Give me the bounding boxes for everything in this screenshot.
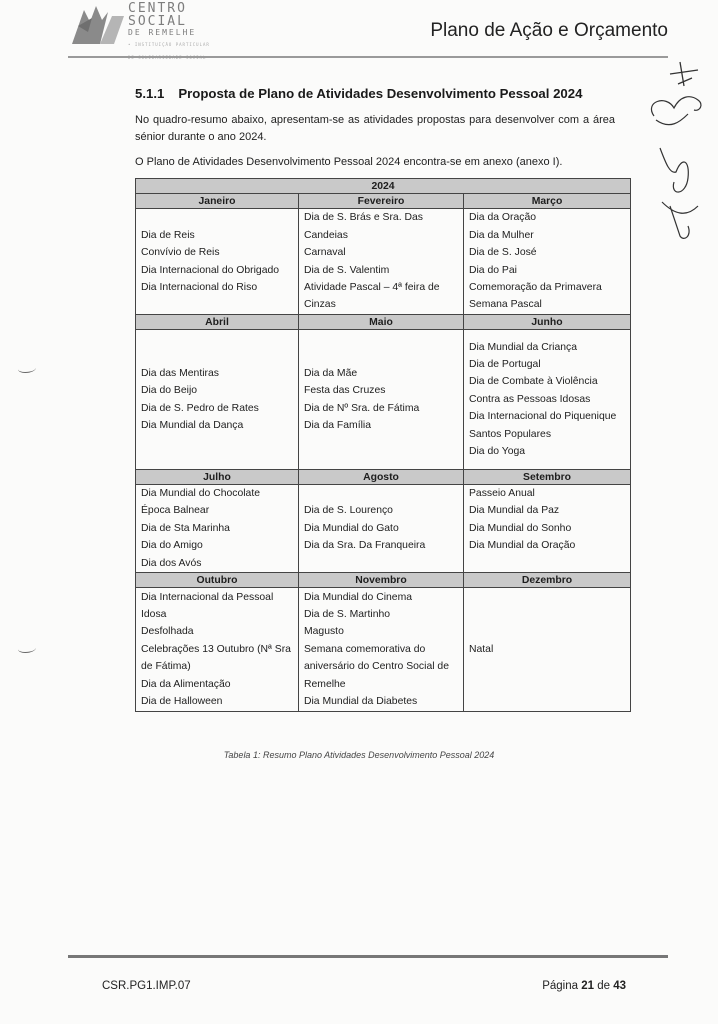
activity-item: Dia dos Avós <box>141 557 202 569</box>
logo-line-4: • INSTITUIÇÃO PARTICULAR DE SOLIDARIEDADE SOCIAL • <box>128 42 214 60</box>
activity-item: Dia de S. Valentim <box>304 264 390 276</box>
logo-mark-icon <box>70 2 128 46</box>
month-header-row <box>136 315 631 330</box>
activity-item: Dia de S. José <box>469 247 537 259</box>
footer-divider <box>68 955 668 958</box>
month-header: Setembro <box>464 470 631 485</box>
activity-list <box>304 589 458 711</box>
activity-item: Dia de Reis <box>141 229 195 241</box>
month-activities-cell <box>299 588 464 712</box>
activity-item: Dia Mundial da Oração <box>469 540 576 552</box>
month-activities-cell <box>299 485 464 573</box>
activity-item: Dia das Mentiras <box>141 367 219 379</box>
document-header-title: Plano de Ação e Orçamento <box>430 20 668 41</box>
activity-item: Atividade Pascal – 4ª feira de Cinzas <box>304 281 440 311</box>
activity-item: Dia de S. Martinho <box>304 609 391 621</box>
month-activities-cell <box>136 209 299 315</box>
section-title: Proposta de Plano de Atividades Desenvolvimento Pessoal 2024 <box>178 86 583 101</box>
activity-item: Dia Mundial da Diabetes <box>304 696 418 708</box>
activity-item: Dia da Oração <box>469 212 536 224</box>
page-of-label: de <box>597 980 610 992</box>
month-activities-cell <box>464 209 631 315</box>
year-header: 2024 <box>136 179 631 194</box>
month-activities-cell <box>299 209 464 315</box>
activity-item: Semana comemorativa do aniversário do Centro Social de Remelhe <box>304 643 449 690</box>
month-header: Abril <box>136 315 299 330</box>
activities-row <box>136 588 631 712</box>
activity-item: Celebrações 13 Outubro (Nª Sra de Fátima) <box>141 643 291 673</box>
activities-row <box>136 330 631 470</box>
table-caption: Tabela 1: Resumo Plano Atividades Desenvolvimento Pessoal 2024 <box>223 750 495 760</box>
activity-item: Dia do Pai <box>469 264 517 276</box>
month-activities-cell <box>464 485 631 573</box>
month-header: Novembro <box>299 573 464 588</box>
month-header-row <box>136 573 631 588</box>
month-activities-cell <box>464 330 631 470</box>
activity-item: Dia do Beijo <box>141 385 198 397</box>
activity-item: Dia Internacional da Pessoal Idosa <box>141 591 274 621</box>
activity-item: Dia de Nº Sra. de Fátima <box>304 402 420 414</box>
activity-item: Dia Mundial do Sonho <box>469 522 572 534</box>
activity-item: Dia Mundial da Dança <box>141 419 244 431</box>
activities-plan-table <box>135 178 631 712</box>
activity-item: Passeio Anual <box>469 488 535 499</box>
month-header: Janeiro <box>136 194 299 209</box>
activity-list <box>141 227 293 297</box>
year-header-row <box>136 179 631 194</box>
intro-paragraph: No quadro-resumo abaixo, apresentam-se as atividades propostas para desenvolver com a área sénior durante o ano 2024. <box>135 114 615 143</box>
activity-item: Semana Pascal <box>469 299 542 311</box>
activity-item: Época Balnear <box>141 505 210 517</box>
logo-line-2: SOCIAL <box>128 14 187 29</box>
activity-item: Dia Internacional do Piquenique <box>469 411 617 423</box>
activity-item: Dia de S. Brás e Sra. Das Candeias <box>304 212 423 241</box>
activity-item: Dia da Mulher <box>469 229 534 241</box>
month-header: Fevereiro <box>299 194 464 209</box>
activity-item: Dia do Amigo <box>141 540 203 552</box>
month-header: Maio <box>299 315 464 330</box>
activity-list <box>304 502 458 554</box>
activity-item: Dia da Alimentação <box>141 678 231 690</box>
month-header: Dezembro <box>464 573 631 588</box>
activity-item: Dia da Família <box>304 419 371 431</box>
month-header-row <box>136 470 631 485</box>
month-header: Agosto <box>299 470 464 485</box>
activity-item: Dia Internacional do Riso <box>141 281 258 293</box>
logo-line-3: DE REMELHE <box>128 28 197 37</box>
activity-list <box>469 485 625 555</box>
month-header: Outubro <box>136 573 299 588</box>
month-activities-cell <box>136 588 299 712</box>
section-heading <box>135 86 582 101</box>
activity-item: Dia Mundial do Gato <box>304 522 399 534</box>
section-number: 5.1.1 <box>135 86 165 101</box>
activity-item: Festa das Cruzes <box>304 385 386 397</box>
activity-list <box>469 339 625 461</box>
month-header: Março <box>464 194 631 209</box>
scan-mark <box>18 364 36 373</box>
activity-list <box>141 589 293 711</box>
activity-list <box>141 365 293 435</box>
total-pages: 43 <box>613 980 626 992</box>
activity-item: Desfolhada <box>141 626 194 638</box>
month-activities-cell <box>136 485 299 573</box>
activity-item: Dia Mundial do Chocolate <box>141 488 260 499</box>
month-header: Julho <box>136 470 299 485</box>
header-divider <box>68 56 668 58</box>
activity-list <box>304 365 458 435</box>
annex-paragraph: O Plano de Atividades Desenvolvimento Pessoal 2024 encontra-se em anexo (anexo I). <box>135 156 563 168</box>
activity-item: Dia de Halloween <box>141 696 223 708</box>
activity-item: Magusto <box>304 626 344 638</box>
logo-line-1: CENTRO <box>128 1 187 16</box>
month-header-row <box>136 194 631 209</box>
activity-list <box>141 485 293 572</box>
activity-item: Dia Mundial da Paz <box>469 505 560 517</box>
activity-item: Dia da Mãe <box>304 367 358 379</box>
activity-list <box>469 209 625 313</box>
activity-item: Dia de Combate à Violência Contra as Pessoas Idosas <box>469 376 598 405</box>
activity-item: Carnaval <box>304 247 346 259</box>
activity-item: Dia de S. Pedro de Rates <box>141 402 259 414</box>
activity-item: Natal <box>469 643 494 655</box>
activity-item: Dia de Sta Marinha <box>141 522 230 534</box>
document-code: CSR.PG1.IMP.07 <box>102 980 191 992</box>
page-number: 21 <box>581 980 594 992</box>
activity-item: Convívio de Reis <box>141 247 220 259</box>
activities-row <box>136 485 631 573</box>
activity-item: Dia Internacional do Obrigado <box>141 264 280 276</box>
activity-item: Dia Mundial do Cinema <box>304 591 413 603</box>
activity-item: Comemoração da Primavera <box>469 281 602 293</box>
page-indicator <box>542 980 626 992</box>
month-header: Junho <box>464 315 631 330</box>
month-activities-cell <box>136 330 299 470</box>
activity-list <box>469 641 625 658</box>
organization-logo <box>70 1 220 60</box>
activity-item: Dia de S. Lourenço <box>304 505 393 517</box>
activity-item: Dia Mundial da Criança <box>469 341 578 353</box>
handwritten-signature-icon <box>640 56 712 246</box>
scan-mark <box>18 644 36 653</box>
page-label: Página <box>542 980 578 992</box>
activity-list <box>304 209 458 313</box>
activity-item: Dia da Sra. Da Franqueira <box>304 540 426 552</box>
activity-item: Dia de Portugal <box>469 358 541 370</box>
month-activities-cell <box>464 588 631 712</box>
activity-item: Santos Populares <box>469 428 552 440</box>
month-activities-cell <box>299 330 464 470</box>
activity-item: Dia do Yoga <box>469 446 526 458</box>
activities-row <box>136 209 631 315</box>
